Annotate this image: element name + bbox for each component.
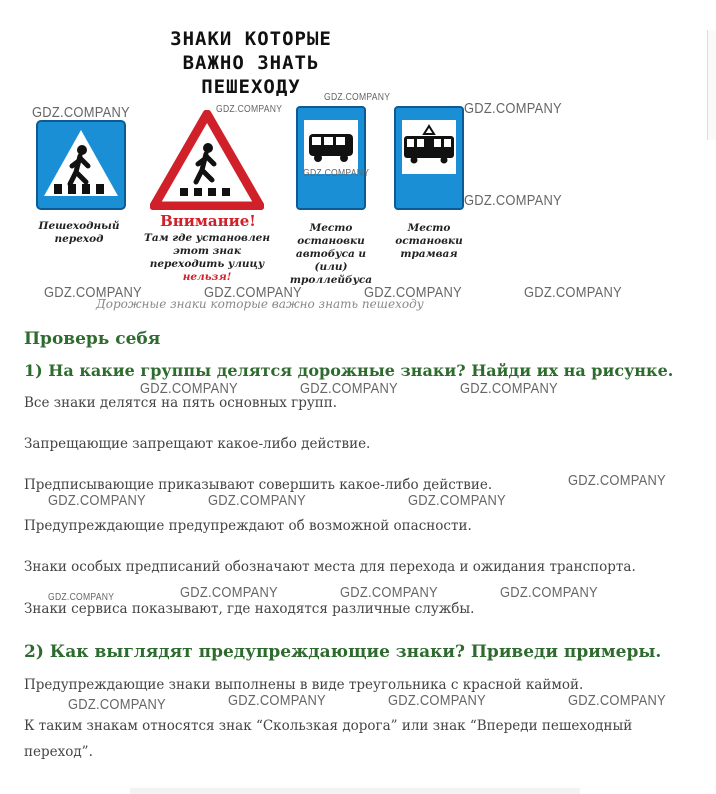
watermark: GDZ.COMPANY — [140, 380, 238, 397]
pedestrian-crossing-sign-icon — [36, 120, 126, 210]
road-signs-illustration — [24, 24, 472, 286]
watermark: GDZ.COMPANY — [216, 104, 283, 115]
watermark: GDZ.COMPANY — [460, 380, 558, 397]
watermark: GDZ.COMPANY — [48, 592, 115, 603]
answer-paragraph: Все знаки делятся на пять основных групп. — [24, 395, 338, 411]
side-scroll-strip — [707, 30, 716, 140]
answer-paragraph: Знаки особых предписаний обозначают места для перехода и ожидания транспорта. — [24, 559, 636, 575]
answer-paragraph: Запрещающие запрещают какое-либо действие. — [24, 436, 371, 452]
watermark: GDZ.COMPANY — [303, 168, 370, 179]
watermark: GDZ.COMPANY — [228, 692, 326, 709]
sign-label-bus: Место остановки автобуса и (или) троллейбуса — [289, 222, 373, 286]
watermark: GDZ.COMPANY — [464, 192, 562, 209]
tram-stop-sign-icon — [394, 106, 464, 210]
watermark: GDZ.COMPANY — [300, 380, 398, 397]
watermark: GDZ.COMPANY — [44, 284, 142, 301]
watermark: GDZ.COMPANY — [48, 492, 146, 509]
watermark: GDZ.COMPANY — [568, 472, 666, 489]
watermark: GDZ.COMPANY — [340, 584, 438, 601]
bottom-divider — [130, 788, 580, 794]
sign-label-crossing: Пешеходный переход — [38, 220, 120, 245]
watermark: GDZ.COMPANY — [204, 284, 302, 301]
watermark: GDZ.COMPANY — [32, 104, 130, 121]
answer-paragraph: Предупреждающие знаки выполнены в виде треугольника с красной каймой. — [24, 677, 584, 693]
watermark: GDZ.COMPANY — [500, 584, 598, 601]
illustration-caption: Дорожные знаки которые важно знать пешеходу — [96, 297, 424, 311]
sign-label-warning: Там где установлен этот знак переходить улицу нельзя! — [144, 232, 270, 283]
watermark: GDZ.COMPANY — [364, 284, 462, 301]
watermark: GDZ.COMPANY — [568, 692, 666, 709]
illustration-title-line-2: ВАЖНО ЗНАТЬ — [182, 52, 320, 74]
section-title: Проверь себя — [24, 329, 161, 349]
answer-paragraph: Знаки сервиса показывают, где находятся различные службы. — [24, 601, 475, 617]
answer-paragraph: К таким знакам относятся знак “Скользкая дорога” или знак “Впереди пешеходный — [24, 718, 633, 734]
answer-paragraph: Предупреждающие предупреждают об возможной опасности. — [24, 518, 472, 534]
sign-label-tram: Место остановки трамвая — [395, 222, 463, 260]
watermark: GDZ.COMPANY — [524, 284, 622, 301]
watermark: GDZ.COMPANY — [464, 100, 562, 117]
bus-stop-sign-icon — [296, 106, 366, 210]
illustration-title-line-1: ЗНАКИ КОТОРЫЕ — [170, 28, 332, 50]
warning-pedestrian-sign-icon — [150, 110, 264, 210]
answer-paragraph: переход”. — [24, 744, 93, 760]
question-1-heading: 1) На какие группы делятся дорожные знаки? Найди их на рисунке. — [24, 361, 674, 380]
warning-title: Внимание! — [160, 212, 256, 230]
watermark: GDZ.COMPANY — [388, 692, 486, 709]
watermark: GDZ.COMPANY — [408, 492, 506, 509]
illustration-title-line-3: ПЕШЕХОДУ — [201, 76, 301, 98]
watermark: GDZ.COMPANY — [324, 92, 391, 103]
watermark: GDZ.COMPANY — [180, 584, 278, 601]
watermark: GDZ.COMPANY — [68, 696, 166, 713]
watermark: GDZ.COMPANY — [208, 492, 306, 509]
question-2-heading: 2) Как выглядят предупреждающие знаки? Приведи примеры. — [24, 642, 662, 662]
answer-paragraph: Предписывающие приказывают совершить какое-либо действие. — [24, 477, 493, 493]
